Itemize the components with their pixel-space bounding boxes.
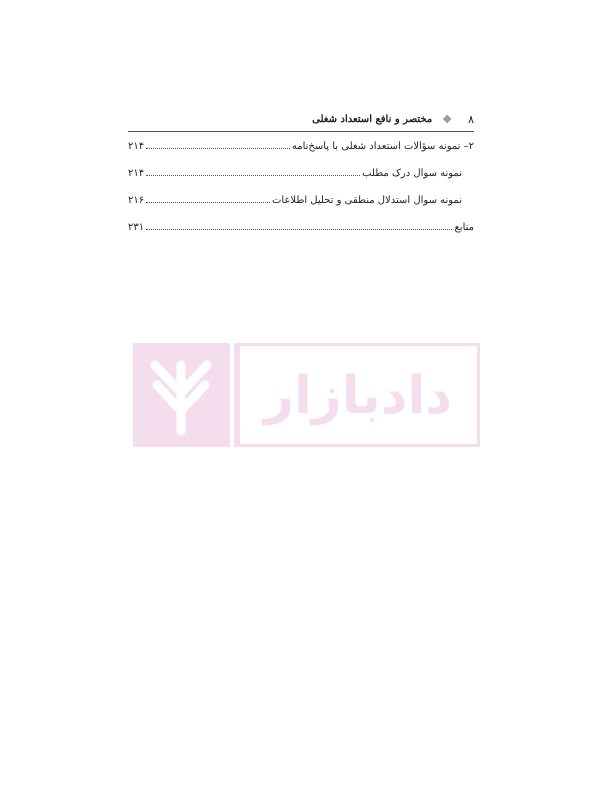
leader-dots xyxy=(146,202,270,203)
toc-entry xyxy=(128,141,474,168)
watermark-logo xyxy=(133,343,480,447)
running-header xyxy=(128,110,474,128)
leader-dots xyxy=(146,148,290,149)
table-of-contents xyxy=(128,141,474,249)
leader-dots xyxy=(146,229,452,230)
toc-entry-page: ۲۱۶ xyxy=(128,195,145,206)
book-title: مختصر و نافع استعداد شغلی xyxy=(312,113,433,125)
toc-entry-page: ۲۱۴ xyxy=(128,168,145,179)
ornament-icon: ❖ xyxy=(442,112,453,126)
toc-entry-title: منابع xyxy=(454,222,474,233)
header-rule xyxy=(128,131,474,132)
watermark-graphic xyxy=(133,343,480,447)
toc-entry xyxy=(128,195,474,222)
toc-entry-title: نمونه سوال درک مطلب xyxy=(362,168,462,179)
toc-entry-page: ۲۱۴ xyxy=(128,141,145,152)
watermark-text: دادبازار xyxy=(264,366,452,426)
toc-entry-title: نمونه سوال استدلال منطقی و تحلیل اطلاعات xyxy=(272,195,462,206)
toc-entry xyxy=(128,168,474,195)
toc-entry-title: ۲– نمونه سؤالات استعداد شغلی با پاسخ‌نامه xyxy=(291,141,474,152)
toc-entry xyxy=(128,222,474,249)
leader-dots xyxy=(146,175,360,176)
page-number: ۸ xyxy=(468,112,474,126)
toc-entry-page: ۲۳۱ xyxy=(128,222,145,233)
